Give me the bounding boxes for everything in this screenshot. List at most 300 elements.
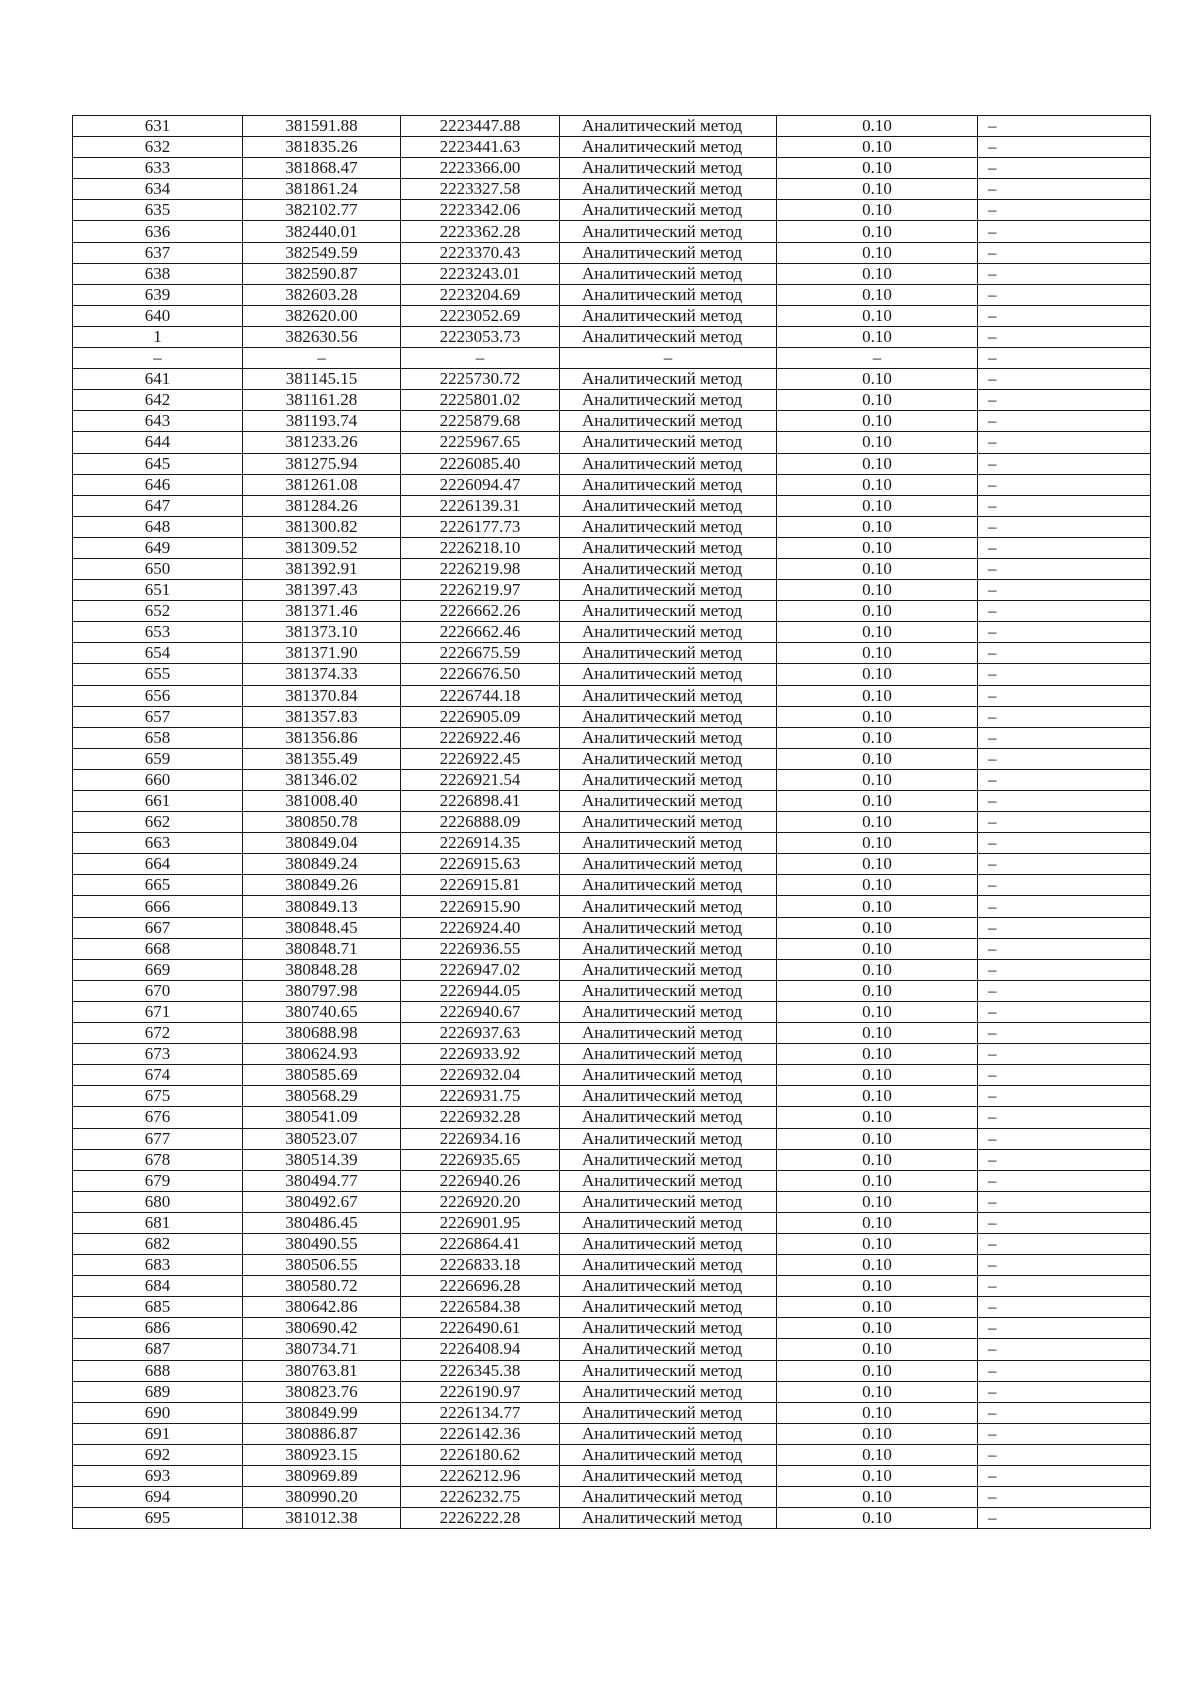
table-row [73,1318,1151,1339]
table-row [73,706,1151,727]
point-number-cell: 689 [73,1381,243,1402]
method-cell: Аналитический метод [560,432,777,453]
x-coordinate-cell: 381591.88 [243,116,401,137]
method-cell: Аналитический метод [560,896,777,917]
y-coordinate-cell: 2226933.92 [401,1044,560,1065]
y-coordinate-cell: 2226932.04 [401,1065,560,1086]
accuracy-cell: 0.10 [777,1001,978,1022]
method-cell: Аналитический метод [560,622,777,643]
y-coordinate-cell: 2226905.09 [401,706,560,727]
note-cell: – [978,263,1151,284]
y-coordinate-cell: 2226139.31 [401,495,560,516]
x-coordinate-cell: 380523.07 [243,1128,401,1149]
method-cell: Аналитический метод [560,938,777,959]
accuracy-cell: 0.10 [777,537,978,558]
x-coordinate-cell: 380585.69 [243,1065,401,1086]
point-number-cell: 694 [73,1487,243,1508]
y-coordinate-cell: 2226944.05 [401,980,560,1001]
x-coordinate-cell: 382440.01 [243,221,401,242]
accuracy-cell: 0.10 [777,1360,978,1381]
method-cell: Аналитический метод [560,959,777,980]
y-coordinate-cell: 2226212.96 [401,1466,560,1487]
method-cell: Аналитический метод [560,1212,777,1233]
note-cell: – [978,1044,1151,1065]
point-number-cell: 653 [73,622,243,643]
x-coordinate-cell: 380849.99 [243,1402,401,1423]
y-coordinate-cell: 2226833.18 [401,1255,560,1276]
note-cell: – [978,516,1151,537]
accuracy-cell: 0.10 [777,369,978,390]
x-coordinate-cell: 381356.86 [243,727,401,748]
coordinates-table-body [73,116,1151,1529]
point-number-cell: 678 [73,1149,243,1170]
method-cell: Аналитический метод [560,221,777,242]
y-coordinate-cell: 2226940.67 [401,1001,560,1022]
table-row [73,1297,1151,1318]
method-cell: Аналитический метод [560,1297,777,1318]
table-row [73,116,1151,137]
table-row [73,179,1151,200]
method-cell: Аналитический метод [560,1402,777,1423]
accuracy-cell: 0.10 [777,896,978,917]
note-cell: – [978,980,1151,1001]
accuracy-cell: 0.10 [777,812,978,833]
x-coordinate-cell: 381397.43 [243,580,401,601]
x-coordinate-cell: 381145.15 [243,369,401,390]
y-coordinate-cell: 2223053.73 [401,326,560,347]
x-coordinate-cell: 381371.90 [243,643,401,664]
y-coordinate-cell: 2226232.75 [401,1487,560,1508]
y-coordinate-cell: 2223366.00 [401,158,560,179]
note-cell: – [978,643,1151,664]
x-coordinate-cell: 380494.77 [243,1170,401,1191]
point-number-cell: 650 [73,558,243,579]
x-coordinate-cell: 380849.24 [243,854,401,875]
note-cell: – [978,305,1151,326]
note-cell: – [978,706,1151,727]
accuracy-cell: 0.10 [777,643,978,664]
method-cell: Аналитический метод [560,748,777,769]
y-coordinate-cell: 2226888.09 [401,812,560,833]
accuracy-cell: 0.10 [777,1466,978,1487]
note-cell: – [978,1360,1151,1381]
y-coordinate-cell: 2225801.02 [401,390,560,411]
y-coordinate-cell: 2223204.69 [401,284,560,305]
method-cell: Аналитический метод [560,1086,777,1107]
accuracy-cell: 0.10 [777,390,978,411]
accuracy-cell: 0.10 [777,1318,978,1339]
note-cell: – [978,938,1151,959]
x-coordinate-cell: 380969.89 [243,1466,401,1487]
y-coordinate-cell: 2226915.90 [401,896,560,917]
accuracy-cell: 0.10 [777,158,978,179]
point-number-cell: 634 [73,179,243,200]
y-coordinate-cell: 2226490.61 [401,1318,560,1339]
point-number-cell: 662 [73,812,243,833]
method-cell: Аналитический метод [560,769,777,790]
x-coordinate-cell: 381261.08 [243,474,401,495]
method-cell: Аналитический метод [560,326,777,347]
x-coordinate-cell: 381309.52 [243,537,401,558]
accuracy-cell: 0.10 [777,854,978,875]
y-coordinate-cell: 2223342.06 [401,200,560,221]
note-cell: – [978,812,1151,833]
point-number-cell: 647 [73,495,243,516]
table-row [73,980,1151,1001]
x-coordinate-cell: 381373.10 [243,622,401,643]
note-cell: – [978,326,1151,347]
note-cell: – [978,137,1151,158]
table-row [73,685,1151,706]
accuracy-cell: 0.10 [777,601,978,622]
accuracy-cell: 0.10 [777,116,978,137]
accuracy-cell: 0.10 [777,263,978,284]
table-row [73,1044,1151,1065]
note-cell: – [978,1402,1151,1423]
x-coordinate-cell: 381346.02 [243,769,401,790]
x-coordinate-cell: 382603.28 [243,284,401,305]
point-number-cell: 661 [73,791,243,812]
table-row [73,411,1151,432]
x-coordinate-cell: 380514.39 [243,1149,401,1170]
x-coordinate-cell: – [243,348,401,369]
table-row [73,200,1151,221]
note-cell: – [978,664,1151,685]
y-coordinate-cell: 2226864.41 [401,1233,560,1254]
method-cell: Аналитический метод [560,1001,777,1022]
point-number-cell: 633 [73,158,243,179]
method-cell: Аналитический метод [560,158,777,179]
note-cell: – [978,432,1151,453]
note-cell: – [978,1191,1151,1212]
y-coordinate-cell: 2223441.63 [401,137,560,158]
y-coordinate-cell: 2223370.43 [401,242,560,263]
method-cell: Аналитический метод [560,411,777,432]
accuracy-cell: 0.10 [777,221,978,242]
method-cell: Аналитический метод [560,263,777,284]
accuracy-cell: 0.10 [777,748,978,769]
y-coordinate-cell: 2226934.16 [401,1128,560,1149]
method-cell: Аналитический метод [560,179,777,200]
table-row [73,348,1151,369]
table-row [73,263,1151,284]
x-coordinate-cell: 382590.87 [243,263,401,284]
x-coordinate-cell: 381161.28 [243,390,401,411]
accuracy-cell: – [777,348,978,369]
accuracy-cell: 0.10 [777,1402,978,1423]
y-coordinate-cell: – [401,348,560,369]
table-row [73,622,1151,643]
method-cell: Аналитический метод [560,1466,777,1487]
point-number-cell: 666 [73,896,243,917]
point-number-cell: 690 [73,1402,243,1423]
table-row [73,791,1151,812]
method-cell: Аналитический метод [560,1444,777,1465]
x-coordinate-cell: 382620.00 [243,305,401,326]
note-cell: – [978,1508,1151,1529]
x-coordinate-cell: 380886.87 [243,1423,401,1444]
method-cell: Аналитический метод [560,1487,777,1508]
point-number-cell: 644 [73,432,243,453]
point-number-cell: 676 [73,1107,243,1128]
x-coordinate-cell: 380690.42 [243,1318,401,1339]
x-coordinate-cell: 380490.55 [243,1233,401,1254]
note-cell: – [978,959,1151,980]
point-number-cell: 657 [73,706,243,727]
table-row [73,1444,1151,1465]
point-number-cell: 642 [73,390,243,411]
x-coordinate-cell: 381193.74 [243,411,401,432]
method-cell: – [560,348,777,369]
y-coordinate-cell: 2226940.26 [401,1170,560,1191]
method-cell: Аналитический метод [560,1381,777,1402]
table-row [73,474,1151,495]
x-coordinate-cell: 380848.71 [243,938,401,959]
method-cell: Аналитический метод [560,390,777,411]
y-coordinate-cell: 2226085.40 [401,453,560,474]
method-cell: Аналитический метод [560,833,777,854]
note-cell: – [978,748,1151,769]
accuracy-cell: 0.10 [777,1107,978,1128]
point-number-cell: 639 [73,284,243,305]
note-cell: – [978,1107,1151,1128]
point-number-cell: 665 [73,875,243,896]
table-row [73,1423,1151,1444]
method-cell: Аналитический метод [560,791,777,812]
y-coordinate-cell: 2223447.88 [401,116,560,137]
method-cell: Аналитический метод [560,1107,777,1128]
point-number-cell: 651 [73,580,243,601]
table-row [73,1086,1151,1107]
point-number-cell: 684 [73,1276,243,1297]
x-coordinate-cell: 381355.49 [243,748,401,769]
note-cell: – [978,791,1151,812]
note-cell: – [978,1128,1151,1149]
point-number-cell: 649 [73,537,243,558]
method-cell: Аналитический метод [560,242,777,263]
y-coordinate-cell: 2226662.46 [401,622,560,643]
y-coordinate-cell: 2226190.97 [401,1381,560,1402]
accuracy-cell: 0.10 [777,411,978,432]
point-number-cell: 643 [73,411,243,432]
x-coordinate-cell: 380849.26 [243,875,401,896]
x-coordinate-cell: 381008.40 [243,791,401,812]
y-coordinate-cell: 2225730.72 [401,369,560,390]
note-cell: – [978,685,1151,706]
table-row [73,1276,1151,1297]
note-cell: – [978,1170,1151,1191]
table-row [73,854,1151,875]
x-coordinate-cell: 380580.72 [243,1276,401,1297]
method-cell: Аналитический метод [560,1276,777,1297]
note-cell: – [978,727,1151,748]
accuracy-cell: 0.10 [777,580,978,601]
point-number-cell: 677 [73,1128,243,1149]
accuracy-cell: 0.10 [777,242,978,263]
y-coordinate-cell: 2223327.58 [401,179,560,200]
y-coordinate-cell: 2226345.38 [401,1360,560,1381]
table-row [73,1339,1151,1360]
method-cell: Аналитический метод [560,1065,777,1086]
y-coordinate-cell: 2225879.68 [401,411,560,432]
note-cell: – [978,221,1151,242]
table-row [73,495,1151,516]
method-cell: Аналитический метод [560,558,777,579]
note-cell: – [978,875,1151,896]
accuracy-cell: 0.10 [777,664,978,685]
accuracy-cell: 0.10 [777,1423,978,1444]
x-coordinate-cell: 381868.47 [243,158,401,179]
note-cell: – [978,1065,1151,1086]
table-row [73,1381,1151,1402]
accuracy-cell: 0.10 [777,1487,978,1508]
point-number-cell: 664 [73,854,243,875]
method-cell: Аналитический метод [560,116,777,137]
y-coordinate-cell: 2226177.73 [401,516,560,537]
point-number-cell: 1 [73,326,243,347]
accuracy-cell: 0.10 [777,1508,978,1529]
method-cell: Аналитический метод [560,1360,777,1381]
point-number-cell: 648 [73,516,243,537]
method-cell: Аналитический метод [560,200,777,221]
x-coordinate-cell: 380642.86 [243,1297,401,1318]
y-coordinate-cell: 2226920.20 [401,1191,560,1212]
method-cell: Аналитический метод [560,664,777,685]
note-cell: – [978,1339,1151,1360]
x-coordinate-cell: 381300.82 [243,516,401,537]
y-coordinate-cell: 2226915.81 [401,875,560,896]
note-cell: – [978,1023,1151,1044]
accuracy-cell: 0.10 [777,1444,978,1465]
x-coordinate-cell: 381275.94 [243,453,401,474]
y-coordinate-cell: 2223243.01 [401,263,560,284]
x-coordinate-cell: 381233.26 [243,432,401,453]
point-number-cell: 654 [73,643,243,664]
table-row [73,812,1151,833]
point-number-cell: 679 [73,1170,243,1191]
note-cell: – [978,495,1151,516]
point-number-cell: 675 [73,1086,243,1107]
point-number-cell: 640 [73,305,243,326]
accuracy-cell: 0.10 [777,1023,978,1044]
point-number-cell: 672 [73,1023,243,1044]
table-row [73,1065,1151,1086]
table-row [73,917,1151,938]
note-cell: – [978,284,1151,305]
table-row [73,875,1151,896]
method-cell: Аналитический метод [560,1170,777,1191]
method-cell: Аналитический метод [560,706,777,727]
method-cell: Аналитический метод [560,137,777,158]
x-coordinate-cell: 380740.65 [243,1001,401,1022]
point-number-cell: 645 [73,453,243,474]
y-coordinate-cell: 2226744.18 [401,685,560,706]
method-cell: Аналитический метод [560,854,777,875]
x-coordinate-cell: 381370.84 [243,685,401,706]
y-coordinate-cell: 2223362.28 [401,221,560,242]
note-cell: – [978,833,1151,854]
accuracy-cell: 0.10 [777,1044,978,1065]
x-coordinate-cell: 380797.98 [243,980,401,1001]
point-number-cell: 652 [73,601,243,622]
x-coordinate-cell: 380688.98 [243,1023,401,1044]
accuracy-cell: 0.10 [777,305,978,326]
point-number-cell: 659 [73,748,243,769]
note-cell: – [978,580,1151,601]
x-coordinate-cell: 380506.55 [243,1255,401,1276]
table-row [73,158,1151,179]
y-coordinate-cell: 2226932.28 [401,1107,560,1128]
accuracy-cell: 0.10 [777,1065,978,1086]
y-coordinate-cell: 2226901.95 [401,1212,560,1233]
x-coordinate-cell: 381284.26 [243,495,401,516]
table-row [73,558,1151,579]
note-cell: – [978,537,1151,558]
table-row [73,833,1151,854]
note-cell: – [978,1318,1151,1339]
x-coordinate-cell: 380990.20 [243,1487,401,1508]
method-cell: Аналитический метод [560,980,777,1001]
accuracy-cell: 0.10 [777,875,978,896]
x-coordinate-cell: 382102.77 [243,200,401,221]
x-coordinate-cell: 380849.04 [243,833,401,854]
y-coordinate-cell: 2226180.62 [401,1444,560,1465]
accuracy-cell: 0.10 [777,706,978,727]
y-coordinate-cell: 2226936.55 [401,938,560,959]
point-number-cell: 680 [73,1191,243,1212]
point-number-cell: 687 [73,1339,243,1360]
y-coordinate-cell: 2226408.94 [401,1339,560,1360]
table-row [73,959,1151,980]
y-coordinate-cell: 2226676.50 [401,664,560,685]
y-coordinate-cell: 2226696.28 [401,1276,560,1297]
table-row [73,1001,1151,1022]
y-coordinate-cell: 2225967.65 [401,432,560,453]
method-cell: Аналитический метод [560,601,777,622]
x-coordinate-cell: 380492.67 [243,1191,401,1212]
table-row [73,1466,1151,1487]
coordinates-table [72,115,1151,1529]
table-row [73,242,1151,263]
point-number-cell: 646 [73,474,243,495]
method-cell: Аналитический метод [560,917,777,938]
table-row [73,137,1151,158]
point-number-cell: 656 [73,685,243,706]
point-number-cell: 692 [73,1444,243,1465]
y-coordinate-cell: 2226922.45 [401,748,560,769]
note-cell: – [978,854,1151,875]
note-cell: – [978,348,1151,369]
accuracy-cell: 0.10 [777,495,978,516]
table-row [73,1170,1151,1191]
note-cell: – [978,896,1151,917]
method-cell: Аналитический метод [560,643,777,664]
note-cell: – [978,1086,1151,1107]
point-number-cell: – [73,348,243,369]
y-coordinate-cell: 2226937.63 [401,1023,560,1044]
table-row [73,1128,1151,1149]
accuracy-cell: 0.10 [777,284,978,305]
accuracy-cell: 0.10 [777,980,978,1001]
accuracy-cell: 0.10 [777,326,978,347]
y-coordinate-cell: 2226222.28 [401,1508,560,1529]
y-coordinate-cell: 2226915.63 [401,854,560,875]
method-cell: Аналитический метод [560,1255,777,1276]
method-cell: Аналитический метод [560,284,777,305]
note-cell: – [978,1233,1151,1254]
x-coordinate-cell: 380848.28 [243,959,401,980]
point-number-cell: 660 [73,769,243,790]
